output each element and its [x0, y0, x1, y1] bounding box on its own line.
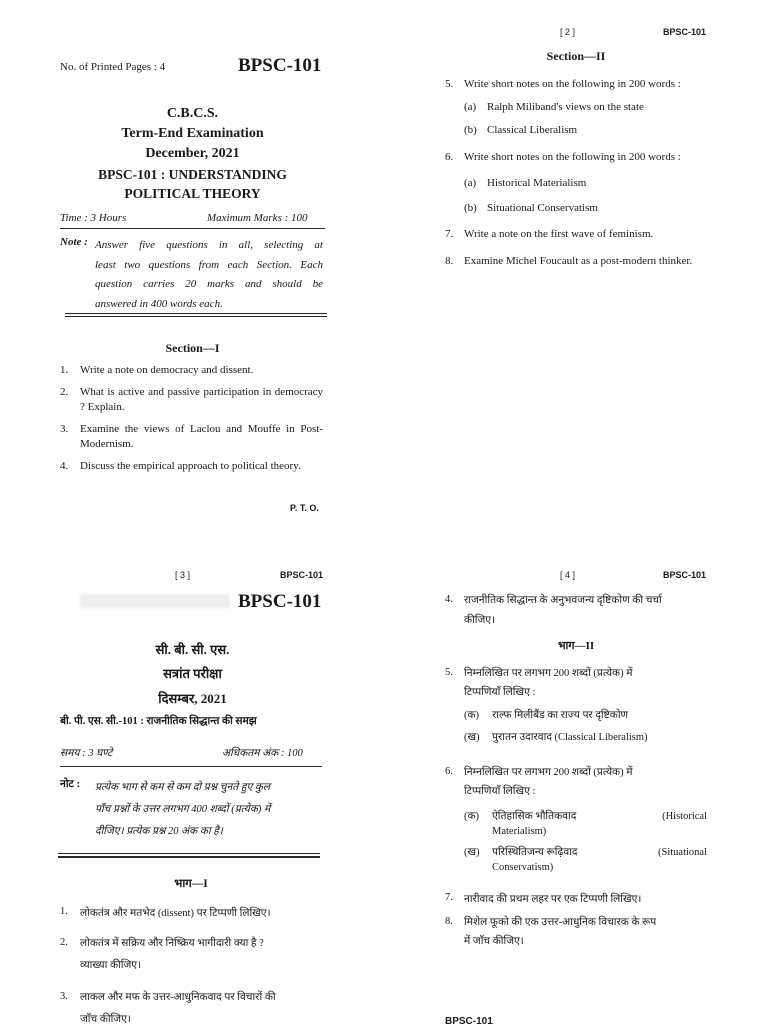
question-list	[60, 363, 323, 474]
question-text: टिप्पणियाँ लिखिए :	[464, 786, 536, 797]
list-item	[60, 906, 322, 920]
list-item	[60, 937, 322, 977]
list-item	[464, 845, 707, 875]
note-line: least two questions from each Section. Each	[95, 258, 323, 271]
course-title: बी. पी. एस. सी.-101 : राजनीतिक सिद्धान्त की समझ	[60, 716, 257, 727]
course-title-line1: BPSC-101 : UNDERSTANDING	[98, 167, 287, 182]
time-allowed: Time : 3 Hours	[60, 212, 127, 224]
list-item	[464, 809, 707, 839]
item-text: राल्फ मिलीबैंड का राज्य पर दृष्टिकोण	[492, 710, 629, 721]
question-number: 2.	[60, 937, 68, 948]
item-text: परिस्थितिजन्य रूढ़िवाद	[492, 847, 578, 858]
question-text: लाकल और मफ के उत्तर-आधुनिकवाद पर विचारों की	[80, 992, 276, 1003]
note-line: दीजिए। प्रत्येक प्रश्न 20 अंक का है।	[95, 826, 223, 837]
faded-margin-mark	[80, 594, 230, 608]
question-list	[60, 906, 322, 1031]
list-item	[464, 176, 707, 191]
paper-code: BPSC-101	[280, 570, 324, 580]
list-item	[60, 991, 322, 1031]
divider	[60, 228, 325, 229]
list-item	[445, 916, 707, 951]
question-text: टिप्पणियाँ लिखिए :	[464, 687, 536, 698]
question-text: Write a note on democracy and dissent.	[80, 364, 254, 376]
list-item	[464, 100, 707, 115]
question-text: निम्नलिखित पर लगभग 200 शब्दों (प्रत्येक) में	[464, 668, 633, 679]
divider	[60, 766, 322, 767]
item-text: (Situational	[658, 847, 707, 858]
footer-paper-code: BPSC-101	[445, 1016, 493, 1027]
item-label: (क)	[464, 710, 480, 721]
question-text: Discuss the empirical approach to political theory.	[80, 459, 301, 472]
list-item	[464, 123, 707, 138]
question-number: 7.	[445, 892, 453, 903]
page-number: [ 3 ]	[175, 570, 191, 580]
time-allowed: समय : 3 घण्टे	[60, 748, 113, 759]
list-item	[60, 459, 323, 475]
list-item	[60, 363, 323, 379]
list-item	[445, 892, 707, 906]
question-text: कीजिए।	[464, 615, 496, 626]
note-line: Answer five questions in all, selecting at	[95, 239, 323, 251]
question-text: लोकतंत्र में सक्रिय और निष्क्रिय भागीदारी क्या है ?	[80, 938, 264, 949]
paper-code: BPSC-101	[663, 27, 707, 37]
question-text: जाँच कीजिए।	[80, 1014, 131, 1025]
item-text: (Historical	[662, 811, 707, 822]
question-text: में जाँच कीजिए।	[464, 936, 524, 947]
section-heading: भाग—I	[174, 878, 208, 890]
note-line: प्रत्येक भाग से कम से कम दो प्रश्न चुनते हुए कुल	[95, 782, 271, 793]
question-number: 3.	[60, 991, 68, 1002]
question-text: Write short notes on the following in 200 words :	[464, 78, 681, 90]
item-text: Situational Conservatism	[487, 202, 598, 214]
list-item	[464, 201, 707, 216]
list-item	[445, 227, 707, 242]
note-label: Note :	[60, 236, 88, 248]
exam-date: December, 2021	[145, 146, 240, 161]
pto-label: P. T. O.	[290, 503, 319, 513]
list-item	[464, 730, 707, 744]
question-text: Examine Michel Foucault as a post-modern thinker.	[464, 255, 693, 267]
item-label: (ख)	[464, 847, 480, 858]
max-marks: अधिकतम अंक : 100	[222, 748, 303, 759]
page-number: [ 2 ]	[560, 27, 576, 37]
cbcs-label: सी. बी. सी. एस.	[155, 642, 230, 657]
item-label: (a)	[464, 101, 477, 113]
section-heading: Section—II	[546, 49, 606, 63]
question-number: 1.	[60, 364, 69, 376]
item-text: Materialism)	[492, 826, 547, 837]
question-text: निम्नलिखित पर लगभग 200 शब्दों (प्रत्येक) में	[464, 767, 633, 778]
question-text: Write short notes on the following in 200 words :	[464, 151, 681, 163]
list-item	[464, 708, 707, 722]
paper-code-large: BPSC-101	[238, 591, 322, 612]
question-text: राजनीतिक सिद्धान्त के अनुभवजन्य दृष्टिकोण की चर्चा	[464, 595, 662, 606]
item-text: Ralph Miliband's views on the state	[487, 101, 644, 113]
item-label: (ख)	[464, 732, 480, 743]
note-line: answered in 400 words each.	[95, 297, 223, 310]
item-text: Classical Liberalism	[487, 124, 578, 136]
question-text: नारीवाद की प्रथम लहर पर एक टिप्पणी लिखिए।	[464, 894, 642, 905]
item-text: ऐतिहासिक भौतिकवाद	[492, 811, 577, 822]
divider	[65, 313, 327, 314]
question-number: 4.	[60, 459, 69, 472]
paper-code: BPSC-101	[663, 570, 707, 580]
question-number: 1.	[60, 906, 68, 917]
question-number: 3.	[60, 422, 69, 435]
question-number: 8.	[445, 916, 453, 927]
list-item	[445, 766, 707, 801]
question-number: 5.	[445, 667, 453, 678]
list-item	[445, 594, 707, 631]
divider	[65, 316, 327, 317]
question-text: मिशेल फूको की एक उत्तर-आधुनिक विचारक के रूप	[464, 917, 657, 928]
note-line: question carries 20 marks and should be	[95, 278, 323, 290]
paper-code: BPSC-101	[238, 55, 322, 76]
item-text: Conservatism)	[492, 862, 554, 873]
exam-title: सत्रांत परीक्षा	[163, 666, 222, 681]
section-heading: भाग—II	[557, 640, 595, 652]
question-text: What is active and passive participation in democracy ? Explain.	[80, 385, 323, 413]
list-item	[445, 254, 707, 269]
question-number: 6.	[445, 151, 454, 163]
question-number: 5.	[445, 78, 454, 90]
question-number: 8.	[445, 255, 454, 267]
cbcs-label: C.B.C.S.	[166, 106, 219, 121]
question-list	[445, 766, 707, 875]
course-title-line2: POLITICAL THEORY	[124, 186, 261, 201]
list-item	[445, 150, 707, 165]
question-number: 7.	[445, 228, 454, 240]
divider	[58, 853, 320, 854]
item-label: (क)	[464, 811, 480, 822]
section-heading: Section—I	[165, 341, 220, 355]
max-marks: Maximum Marks : 100	[207, 212, 308, 224]
item-text: Historical Materialism	[487, 177, 587, 189]
exam-title: Term-End Examination	[121, 126, 264, 141]
item-text: पुरातन उदारवाद (Classical Liberalism)	[492, 732, 648, 743]
list-item	[60, 385, 323, 416]
list-item	[60, 422, 323, 453]
question-list	[445, 667, 707, 744]
page-number: [ 4 ]	[560, 570, 576, 580]
note-text	[95, 777, 322, 843]
exam-date: दिसम्बर, 2021	[158, 691, 227, 706]
item-label: (a)	[464, 177, 477, 189]
question-number: 4.	[445, 594, 453, 605]
divider	[58, 856, 320, 858]
question-list	[445, 594, 707, 631]
printed-pages: No. of Printed Pages : 4	[60, 61, 166, 73]
question-number: 6.	[445, 766, 453, 777]
note-line: पाँच प्रश्नों के उत्तर लगभग 400 शब्दों (प्रत्येक) में	[95, 804, 271, 815]
question-text: Examine the views of Laclou and Mouffe in Post-Modernism.	[80, 422, 323, 450]
note-label: नोट :	[60, 779, 80, 790]
question-text: लोकतंत्र और मतभेद (dissent) पर टिप्पणी लिखिए।	[80, 908, 271, 919]
list-item	[445, 77, 707, 92]
item-label: (b)	[464, 124, 477, 136]
question-number: 2.	[60, 385, 69, 398]
note-text	[95, 236, 323, 314]
question-list	[445, 77, 707, 269]
question-list	[445, 892, 707, 951]
item-label: (b)	[464, 202, 477, 214]
question-text: Write a note on the first wave of feminism.	[464, 228, 654, 240]
list-item	[445, 667, 707, 702]
question-text: व्याख्या कीजिए।	[80, 960, 142, 971]
